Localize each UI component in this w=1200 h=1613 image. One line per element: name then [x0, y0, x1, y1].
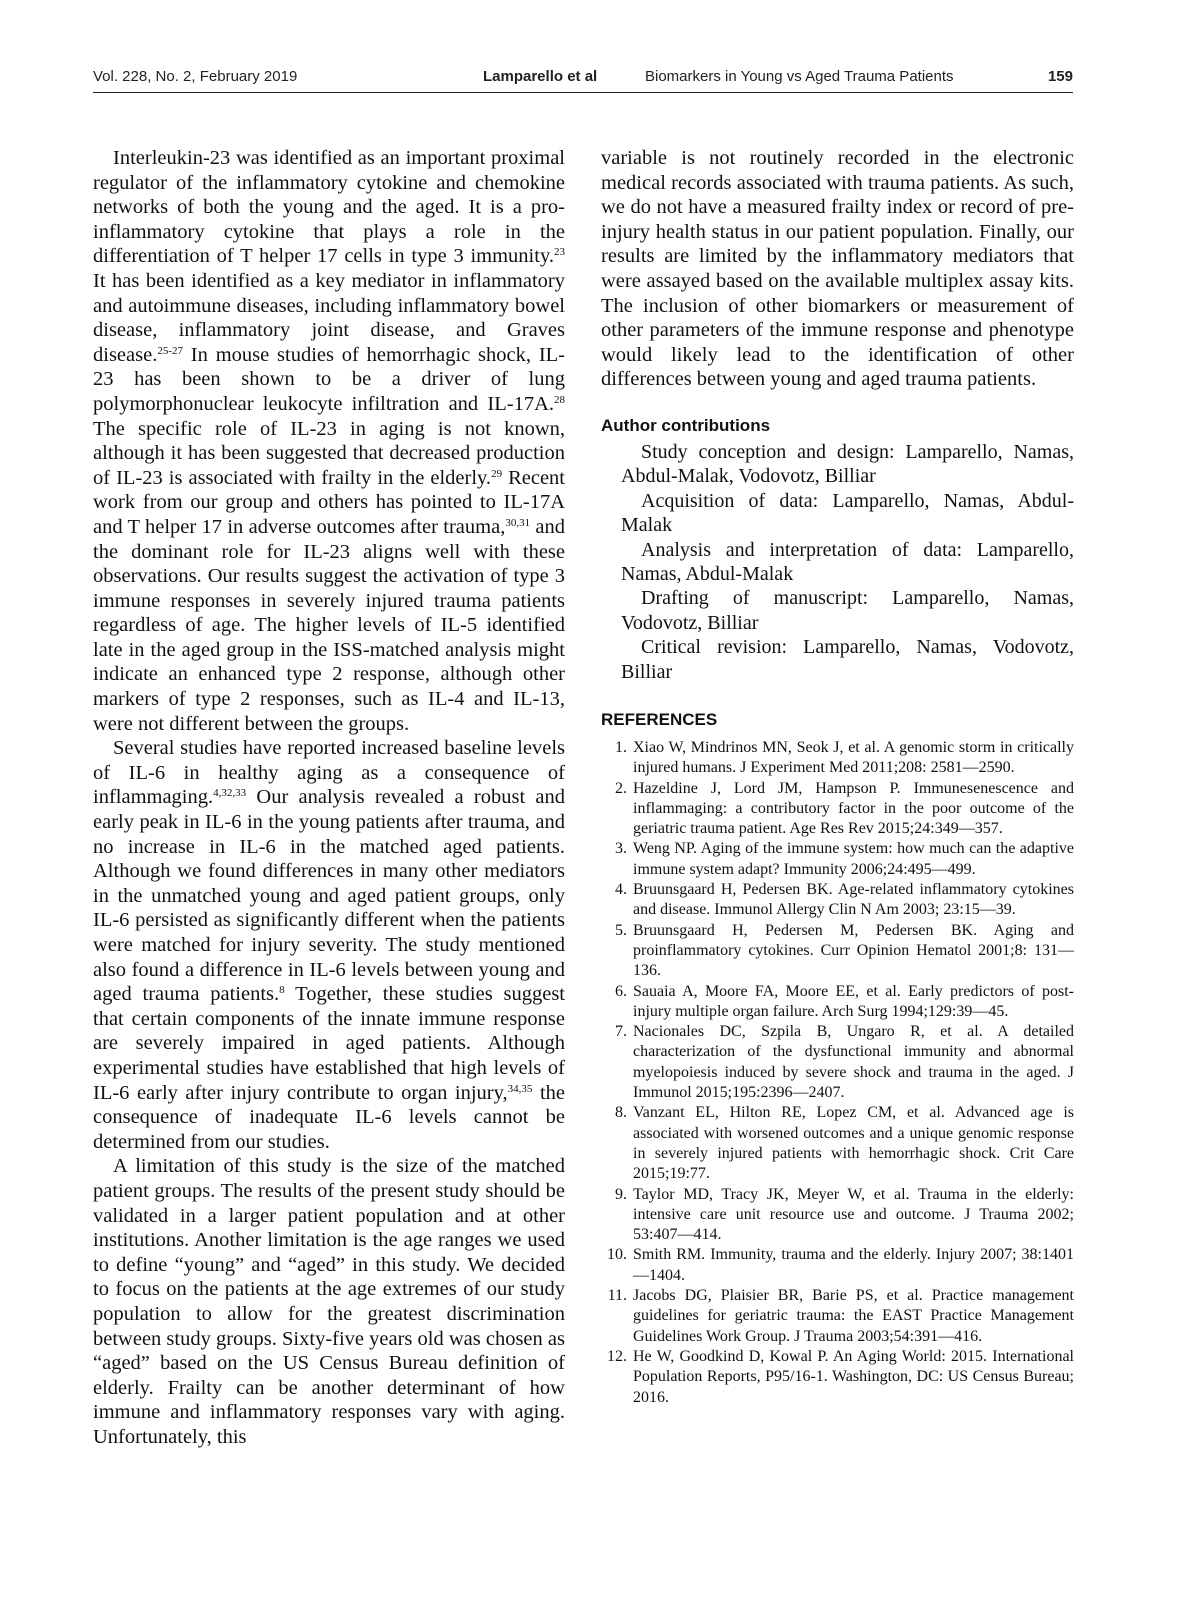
references-list: [601, 738, 1074, 1408]
body-paragraph: Interleukin-23 was identified as an important proximal regulator of the inflammatory cytokine and chemokine networks of both the young and the aged. It is a pro-inflammatory cytokine that plays a role in the differentiation of T helper 17 cells in type 3 immunity.$^{23}$ It has been identified as a key mediator in inflammatory and autoimmune diseases, including inflammatory bowel disease, inflammatory joint disease, and Graves disease.$^{25-27}$ In mouse studies of hemorrhagic shock, IL-23 has been shown to be a driver of lung polymorphonuclear leukocyte infiltration and IL-17A.$^{28}$ The specific role of IL-23 in aging is not known, although it has been suggested that decreased production of IL-23 is associated with frailty in the elderly.$^{29}$ Recent work from our group and others has pointed to IL-17A and T helper 17 in adverse outcomes after trauma,$^{30,31}$ and the dominant role for IL-23 aligns well with these observations. Our results suggest the activation of type 3 immune responses in severely injured trauma patients regardless of age. The higher levels of IL-5 identified late in the aged group in the ISS-matched analysis might indicate an enhanced type 2 response, although other markers of type 2 responses, such as IL-4 and IL-13, were not different between the groups.: [93, 147, 565, 735]
body-paragraph: A limitation of this study is the size of the matched patient groups. The results of the present study should be validated in a larger patient population and at other institutions. Another limitation is the age ranges we used to define “young” and “aged” in this study. We decided to focus on the patients at the age extremes of our study population to allow for the greatest discrimination between study groups. Sixty-five years old was chosen as “aged” based on the US Census Bureau definition of elderly. Frailty can be another determinant of how immune and inflammatory responses vary with aging. Unfortunately, this: [93, 1155, 565, 1448]
contribution-item: Study conception and design: Lamparello, Namas, Abdul-Malak, Vodovotz, Billiar: [621, 440, 1074, 488]
reference-text: He W, Goodkind D, Kowal P. An Aging World: 2015. International Population Reports, P95/16-1. Washington, DC: US Census Bureau; 2016.: [633, 1347, 1074, 1406]
right-column: [601, 146, 1074, 1408]
reference-text: Vanzant EL, Hilton RE, Lopez CM, et al. Advanced age is associated with worsened outcomes and a unique genomic response in severely injured patients with hemorrhagic shock. Crit Care 2015;19:77.: [633, 1104, 1074, 1183]
contribution-item: Acquisition of data: Lamparello, Namas, Abdul-Malak: [621, 489, 1074, 537]
reference-item: [601, 982, 1074, 1023]
reference-text: Weng NP. Aging of the immune system: how much can the adaptive immune system adapt? Immunity 2006;24:495—499.: [633, 840, 1074, 878]
contribution-item: Analysis and interpretation of data: Lamparello, Namas, Abdul-Malak: [621, 538, 1074, 585]
reference-number: 10.: [607, 1246, 627, 1264]
running-title: Biomarkers in Young vs Aged Trauma Patients: [645, 68, 954, 85]
reference-text: Sauaia A, Moore FA, Moore EE, et al. Early predictors of post-injury multiple organ failure. Arch Surg 1994;129:39—45.: [633, 982, 1074, 1020]
reference-text: Taylor MD, Tracy JK, Meyer W, et al. Trauma in the elderly: intensive care unit resource use and outcome. J Trauma 2002; 53:407—414.: [633, 1185, 1074, 1244]
reference-item: [601, 921, 1074, 982]
journal-volume: Vol. 228, No. 2, February 2019: [93, 68, 298, 85]
reference-text: Smith RM. Immunity, trauma and the elderly. Injury 2007; 38:1401—1404.: [633, 1246, 1074, 1284]
contribution-item: Critical revision: Lamparello, Namas, Vodovotz, Billiar: [621, 636, 1074, 683]
left-column: [93, 146, 565, 1449]
reference-text: Nacionales DC, Szpila B, Ungaro R, et al. A detailed characterization of the dysfunctional immunity and abnormal myelopoiesis induced by severe shock and trauma in the aged. J Immunol 2015;195:2396—2407.: [633, 1023, 1074, 1102]
reference-number: 11.: [607, 1287, 627, 1305]
reference-text: Jacobs DG, Plaisier BR, Barie PS, et al. Practice management guidelines for geriatric trauma: the EAST Practice Management Guidelines Work Group. J Trauma 2003;54:391—416.: [633, 1287, 1074, 1345]
citation-superscript: 34,35: [507, 1082, 533, 1095]
reference-item: [601, 1286, 1074, 1347]
citation-superscript: 29: [491, 467, 503, 480]
citation-superscript: 23: [554, 246, 565, 259]
citation-superscript: 28: [554, 393, 565, 406]
reference-text: Bruunsgaard H, Pedersen M, Pedersen BK. Aging and proinflammatory cytokines. Curr Opinion Hematol 2001;8: 131—136.: [633, 921, 1074, 980]
reference-number: 8.: [615, 1104, 627, 1122]
reference-item: [601, 1347, 1074, 1408]
reference-number: 7.: [615, 1023, 627, 1041]
reference-item: [601, 1245, 1074, 1286]
running-header: [93, 66, 1073, 93]
reference-number: 4.: [615, 881, 627, 899]
reference-number: 2.: [615, 779, 627, 797]
citation-superscript: 30,31: [505, 516, 531, 529]
contribution-item: Drafting of manuscript: Lamparello, Namas, Vodovotz, Billiar: [621, 587, 1074, 634]
reference-item: [601, 738, 1074, 779]
reference-text: Bruunsgaard H, Pedersen BK. Age-related inflammatory cytokines and disease. Immunol Allergy Clin N Am 2003; 23:15—39.: [633, 881, 1074, 919]
reference-number: 6.: [615, 982, 627, 1000]
reference-text: Hazeldine J, Lord JM, Hampson P. Immunesenescence and inflammaging: a contributory factor in the poor outcome of the geriatric trauma patient. Age Res Rev 2015;24:349—357.: [633, 779, 1074, 838]
body-paragraph: Several studies have reported increased baseline levels of IL-6 in healthy aging as a consequence of inflammaging.$^{4,32,33}$ Our analysis revealed a robust and early peak in IL-6 in the young patients after trauma, and no increase in IL-6 in the matched aged patients. Although we found differences in many other mediators in the unmatched young and aged patient groups, only IL-6 persisted as significantly different when the patients were matched for injury severity. The study mentioned also found a difference in IL-6 levels between young and aged trauma patients.$^8$ Together, these studies suggest that certain components of the innate immune response are severely impaired in aged patients. Although experimental studies have established that high levels of IL-6 early after injury contribute to organ injury,$^{34,35}$ the consequence of inadequate IL-6 levels cannot be determined from our studies.: [93, 737, 565, 1153]
reference-item: [601, 880, 1074, 921]
reference-number: 1.: [615, 739, 627, 756]
reference-item: [601, 1185, 1074, 1246]
reference-number: 5.: [615, 921, 627, 939]
reference-text: Xiao W, Mindrinos MN, Seok J, et al. A genomic storm in critically injured humans. J Experiment Med 2011;208: 2581—2590.: [633, 739, 1074, 777]
citation-superscript: 8: [279, 984, 285, 997]
reference-item: [601, 1022, 1074, 1103]
reference-number: 3.: [615, 840, 627, 858]
reference-item: [601, 839, 1074, 880]
body-paragraph-continuation: variable is not routinely recorded in the electronic medical records associated with trauma patients. As such, we do not have a measured frailty index or record of pre-injury health status in our patient population. Finally, our results are limited by the inflammatory mediators that were assayed based on the available multiplex assay kits. The inclusion of other biomarkers or measurement of other parameters of the immune response and phenotype would likely lead to the identification of other differences between young and aged trauma patients.: [601, 147, 1074, 391]
author-contributions-heading: Author contributions: [601, 415, 771, 435]
reference-number: 9.: [615, 1185, 627, 1203]
page-number: 159: [1047, 68, 1073, 85]
citation-superscript: 25-27: [157, 344, 183, 357]
reference-item: [601, 1103, 1074, 1184]
citation-superscript: 4,32,33: [213, 787, 247, 800]
author-contributions-list: [601, 440, 1074, 684]
references-heading: REFERENCES: [601, 710, 718, 729]
reference-item: [601, 779, 1074, 840]
running-authors: Lamparello et al: [483, 68, 598, 85]
reference-number: 12.: [607, 1347, 627, 1365]
